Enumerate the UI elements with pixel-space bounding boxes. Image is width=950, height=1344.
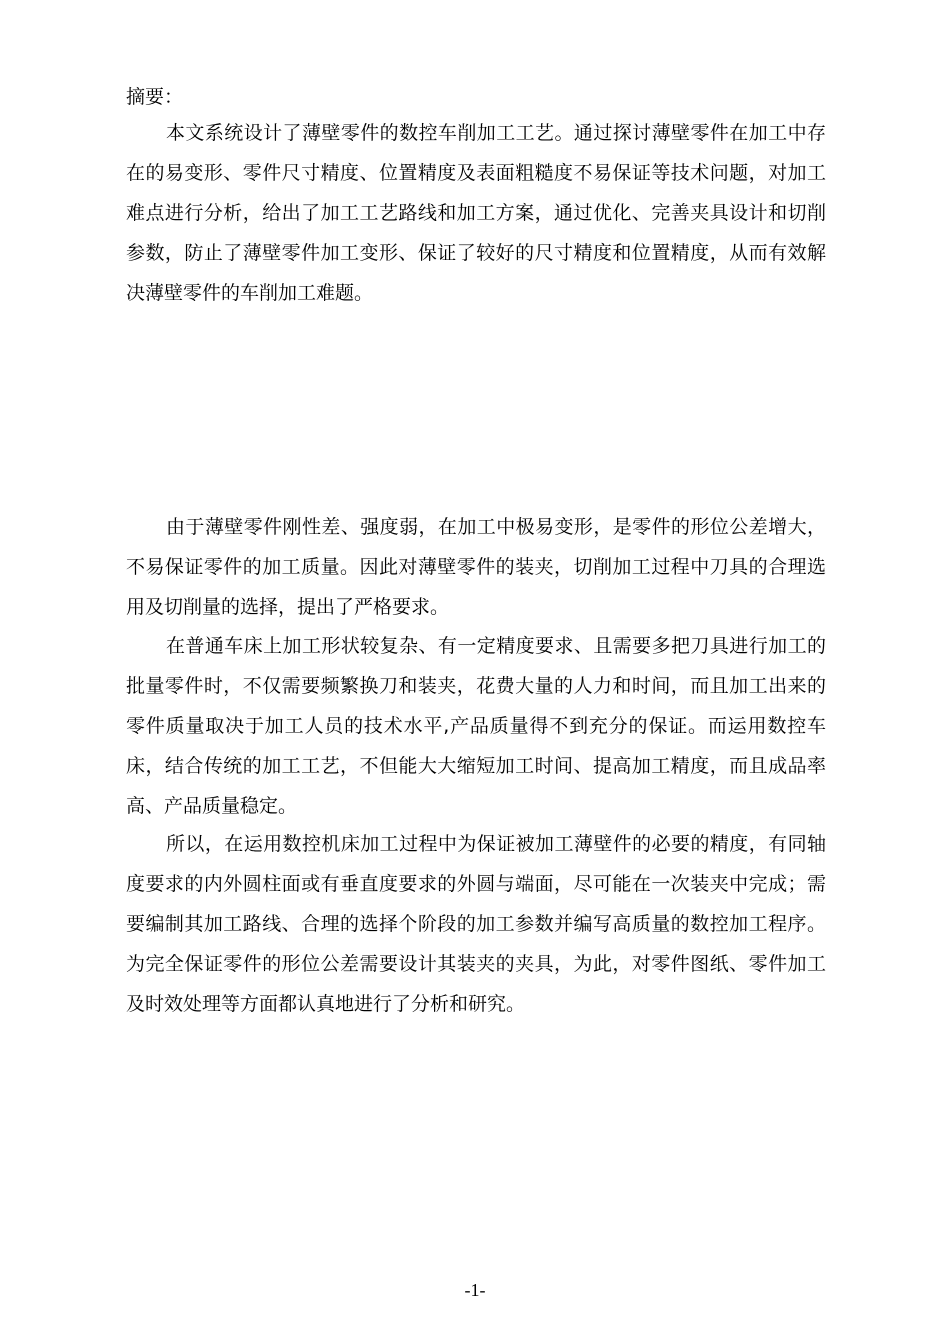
body-paragraph-2: 在普通车床上加工形状较复杂、有一定精度要求、且需要多把刀具进行加工的批量零件时，不仅需要频繁换刀和装夹，花费大量的人力和时间，而且加工出来的零件质量取决于加工人员的技术水平,产品质量得不到充分的保证。而运用数控车床，结合传统的加工工艺，不但能大大缩短加工时间、提高加工精度，而且成品率高、产品质量稳定。 xyxy=(126,635,826,817)
body-paragraph-3: 所以，在运用数控机床加工过程中为保证被加工薄壁件的必要的精度，有同轴度要求的内外圆柱面或有垂直度要求的外圆与端面，尽可能在一次装夹中完成；需要编制其加工路线、合理的选择个阶段的加工参数并编写高质量的数控加工程序。为完全保证零件的形位公差需要设计其装夹的夹具，为此，对零件图纸、零件加工及时效处理等方面都认真地进行了分析和研究。 xyxy=(126,833,826,1015)
abstract-heading: 摘要： xyxy=(126,86,184,108)
body-paragraph-1: 由于薄壁零件刚性差、强度弱，在加工中极易变形，是零件的形位公差增大，不易保证零件的加工质量。因此对薄壁零件的装夹，切削加工过程中刀具的合理选用及切削量的选择，提出了严格要求。 xyxy=(126,516,826,618)
abstract-paragraph: 本文系统设计了薄壁零件的数控车削加工工艺。通过探讨薄壁零件在加工中存在的易变形、零件尺寸精度、位置精度及表面粗糙度不易保证等技术问题，对加工难点进行分析，给出了加工工艺路线和加工方案，通过优化、完善夹具设计和切削参数，防止了薄壁零件加工变形、保证了较好的尺寸精度和位置精度，从而有效解决薄壁零件的车削加工难题。 xyxy=(126,122,826,304)
page-number: -1- xyxy=(464,1280,486,1300)
